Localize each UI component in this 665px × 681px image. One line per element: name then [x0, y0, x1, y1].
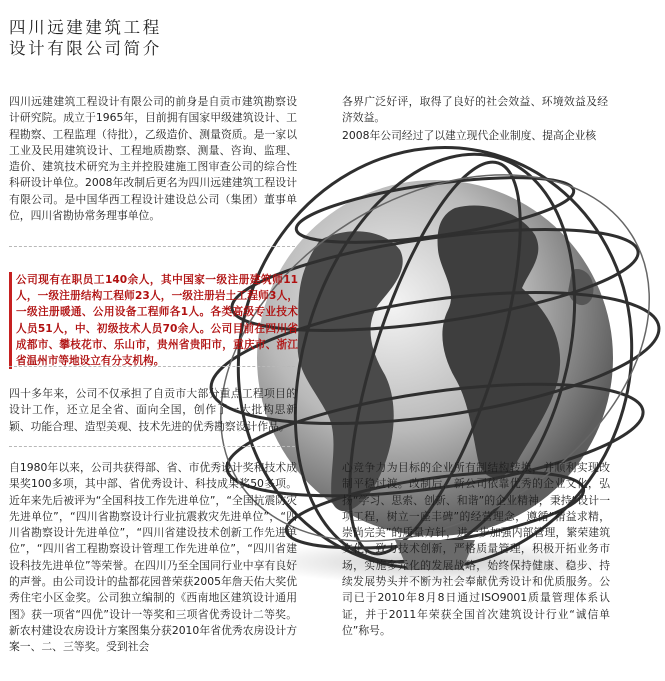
right-bottom-paragraph: 心竞争力为目标的企业所有制结构转换，并顺利实现改制平稳过渡。改制后，新公司依靠优秀的企业文化，弘扬“学习、思索、创新、和谐”的企业精神，秉持“设计一项工程，树立一座丰碑”的经营理念，遵循“精益求精，崇尚完美”的质量方针，进一步加强内部管理，繁荣建筑文化，致力技术创新，严格质量管理，积极开拓业务市场，实施多元化的发展战略，始终保持健康、稳步、持续发展势头并不断为社会奉献优秀设计和优质服务。公司已于2010年8月8日通过ISO9001质量管理体系认证，并于2011年荣获全国首次建筑设计行业“诚信单位”称号。: [342, 461, 610, 637]
forty-years-paragraph: 四十多年来，公司不仅承担了自贡市大部分重点工程项目的设计工作，还立足全省、面向全国，创作了一大批构思新颖、功能合理、造型美观、技术先进的优秀勘察设计作品。: [9, 387, 297, 433]
divider-1: [9, 246, 295, 247]
divider-2: [9, 366, 295, 367]
right-2008-paragraph: 2008年公司经过了以建立现代企业制度、提高企业核: [342, 129, 597, 142]
divider-3: [9, 446, 295, 447]
staff-highlight: 公司现有在职员工140余人，其中国家一级注册建筑师11人，一级注册结构工程师23人，一级注册岩土工程师3人，一级注册暖通、公用设备工程师各1人。各类高级专业技术人员51人，中、初级技术人员70余人。公司目前在四川省成都市、攀枝花市、乐山市，贵州省贵阳市，重庆市、浙江省温州市等地设立有分支机构。: [9, 272, 298, 369]
title-line-1: 四川远建建筑工程: [9, 18, 162, 38]
title-line-2: 设计有限公司简介: [9, 39, 162, 59]
right-top-paragraph: 各界广泛好评，取得了良好的社会效益、环境效益及经济效益。: [342, 95, 608, 125]
page-title: [9, 17, 179, 59]
awards-paragraph: 自1980年以来，公司共获得部、省、市优秀设计奖和技术成果奖100多项，其中部、省优秀设计、科技成果奖50多项。近年来先后被评为“全国科技工作先进单位”，“全国抗震防灾先进单位”，“四川省勘察设计行业抗震救灾先进单位”，“四川省勘察设计先进单位”，“四川省建设技术创新工作先进单位”，“四川省工程勘察设计管理工作先进单位”，“四川省建设科技先进单位”等荣誉。在四川乃至全国同行业中享有良好的声誉。由公司设计的盐都花园普荣获2005年詹天佑大奖优秀住宅小区金奖。公司独立编制的《西南地区建筑设计通用图》获一项省“四优”设计一等奖和三项省优秀设计二等奖。新农村建设农房设计方案图集分获2010年省优秀农房设计方案一、二、三等奖。受到社会: [9, 461, 297, 654]
intro-paragraph: 四川远建建筑工程设计有限公司的前身是自贡市建筑勘察设计研究院。成立于1965年，目前拥有国家甲级建筑设计、工程勘察、工程监理（待批），乙级造价、测量资质。是一家以工业及民用建筑设计、工程地质勘察、测量、咨询、监理、造价、建筑技术研究为主并控股建施工图审查公司的综合性科研设计单位。2008年改制后更名为四川远建建筑工程设计有限公司。是中国华西工程设计建设总公司（集团）董事单位，四川省勘协常务理事单位。: [9, 95, 297, 223]
